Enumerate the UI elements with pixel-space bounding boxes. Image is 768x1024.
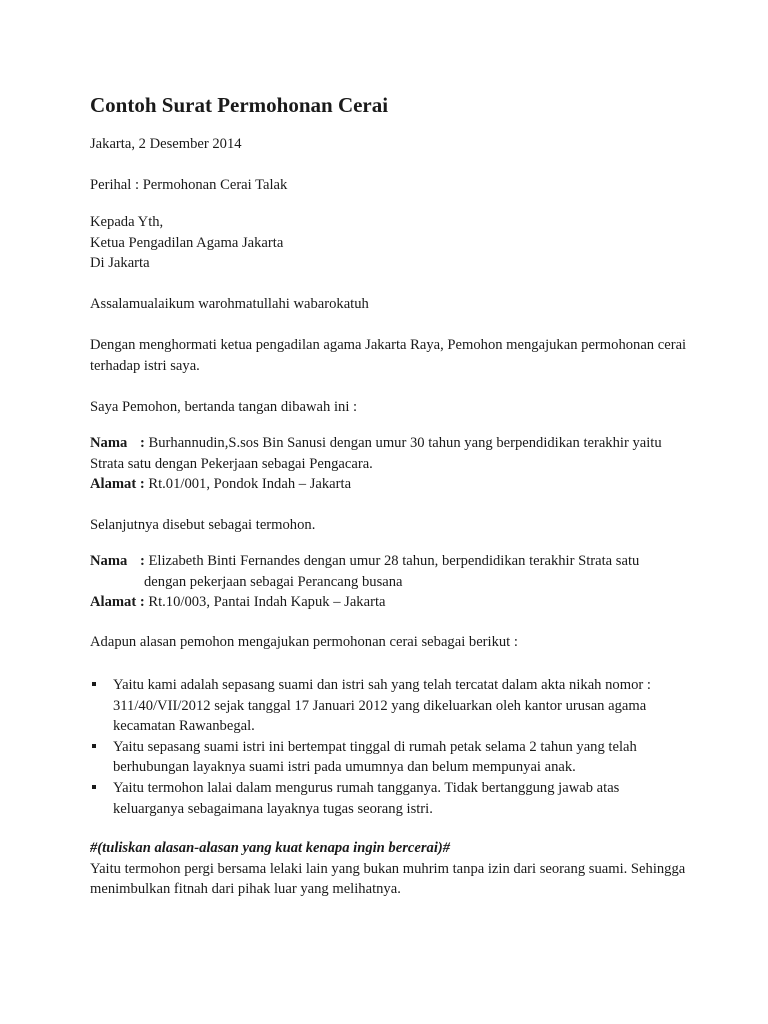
reasons-list xyxy=(90,675,690,819)
list-item: Yaitu kami adalah sepasang suami dan istri sah yang telah tercatat dalam akta nikah nomor : 311/40/VII/2012 sejak tanggal 17 Januari 2012 yang dikeluarkan oleh kantor urusan agama kecamatan Rawanbegal. xyxy=(90,675,690,737)
recipient-line: Di Jakarta xyxy=(90,255,150,272)
petitioner-address-row xyxy=(90,474,690,495)
respondent-address-row xyxy=(90,592,690,613)
greeting: Assalamualaikum warohmatullahi wabarokatuh xyxy=(90,296,369,312)
address-label: Alamat : xyxy=(90,594,145,611)
bullet-icon xyxy=(92,682,96,686)
respondent-block xyxy=(90,551,690,613)
name-label: Nama xyxy=(90,553,128,569)
note-block xyxy=(90,838,690,900)
recipient-line: Ketua Pengadilan Agama Jakarta xyxy=(90,234,284,251)
petitioner-name-value: Burhannudin,S.sos Bin Sanusi dengan umur 30 tahun yang berpendidikan terakhir yaitu Strata satu dengan Pekerjaan sebagai Pengacara. xyxy=(90,435,662,472)
recipient-block xyxy=(90,212,690,274)
list-item: Yaitu sepasang suami istri ini bertempat tinggal di rumah petak selama 2 tahun yang telah berhubungan layaknya suami istri pada umumnya dan belum mempunyai anak. xyxy=(90,737,690,778)
bullet-icon xyxy=(92,785,96,789)
intro-paragraph: Dengan menghormati ketua pengadilan agama Jakarta Raya, Pemohon mengajukan permohonan cerai terhadap istri saya. xyxy=(90,337,687,374)
document-title: Contoh Surat Permohonan Cerai xyxy=(90,93,389,117)
letter-date: Jakarta, 2 Desember 2014 xyxy=(90,136,242,152)
reasons-intro: Adapun alasan pemohon mengajukan permohonan cerai sebagai berikut : xyxy=(90,634,518,650)
petitioner-intro: Saya Pemohon, bertanda tangan dibawah ini : xyxy=(90,399,358,415)
respondent-address-value: Rt.10/003, Pantai Indah Kapuk – Jakarta xyxy=(148,594,386,611)
address-label: Alamat : xyxy=(90,476,145,493)
petitioner-name-row: Nama : Burhannudin,S.sos Bin Sanusi dengan umur 30 tahun yang berpendidikan terakhir yaitu Strata satu dengan Pekerjaan sebagai Pengacara. xyxy=(90,435,662,472)
name-label: Nama xyxy=(90,435,128,451)
petitioner-block xyxy=(90,433,690,495)
petitioner-address-value: Rt.01/001, Pondok Indah – Jakarta xyxy=(148,476,352,493)
bullet-icon xyxy=(92,744,96,748)
list-item: Yaitu termohon lalai dalam mengurus rumah tangganya. Tidak bertanggung jawab atas keluarganya sebagaimana layaknya tugas seorang istri. xyxy=(90,778,690,819)
note-heading: #(tuliskan alasan-alasan yang kuat kenapa ingin bercerai)# xyxy=(90,840,451,856)
recipient-line: Kepada Yth, xyxy=(90,214,164,230)
respondent-name-row: Nama : Elizabeth Binti Fernandes dengan umur 28 tahun, berpendidikan terakhir Strata satu xyxy=(90,551,690,572)
note-body: Yaitu termohon pergi bersama lelaki lain yang bukan muhrim tanpa izin dari seorang suami. Sehingga menimbulkan fitnah dari pihak luar yang melihatnya. xyxy=(90,860,686,898)
respondent-name-value: Elizabeth Binti Fernandes dengan umur 28 tahun, berpendidikan terakhir Strata satu xyxy=(148,553,640,569)
letter-subject: Perihal : Permohonan Cerai Talak xyxy=(90,177,288,193)
respondent-name-continuation: dengan pekerjaan sebagai Perancang busana xyxy=(144,573,403,590)
respondent-intro: Selanjutnya disebut sebagai termohon. xyxy=(90,517,316,533)
